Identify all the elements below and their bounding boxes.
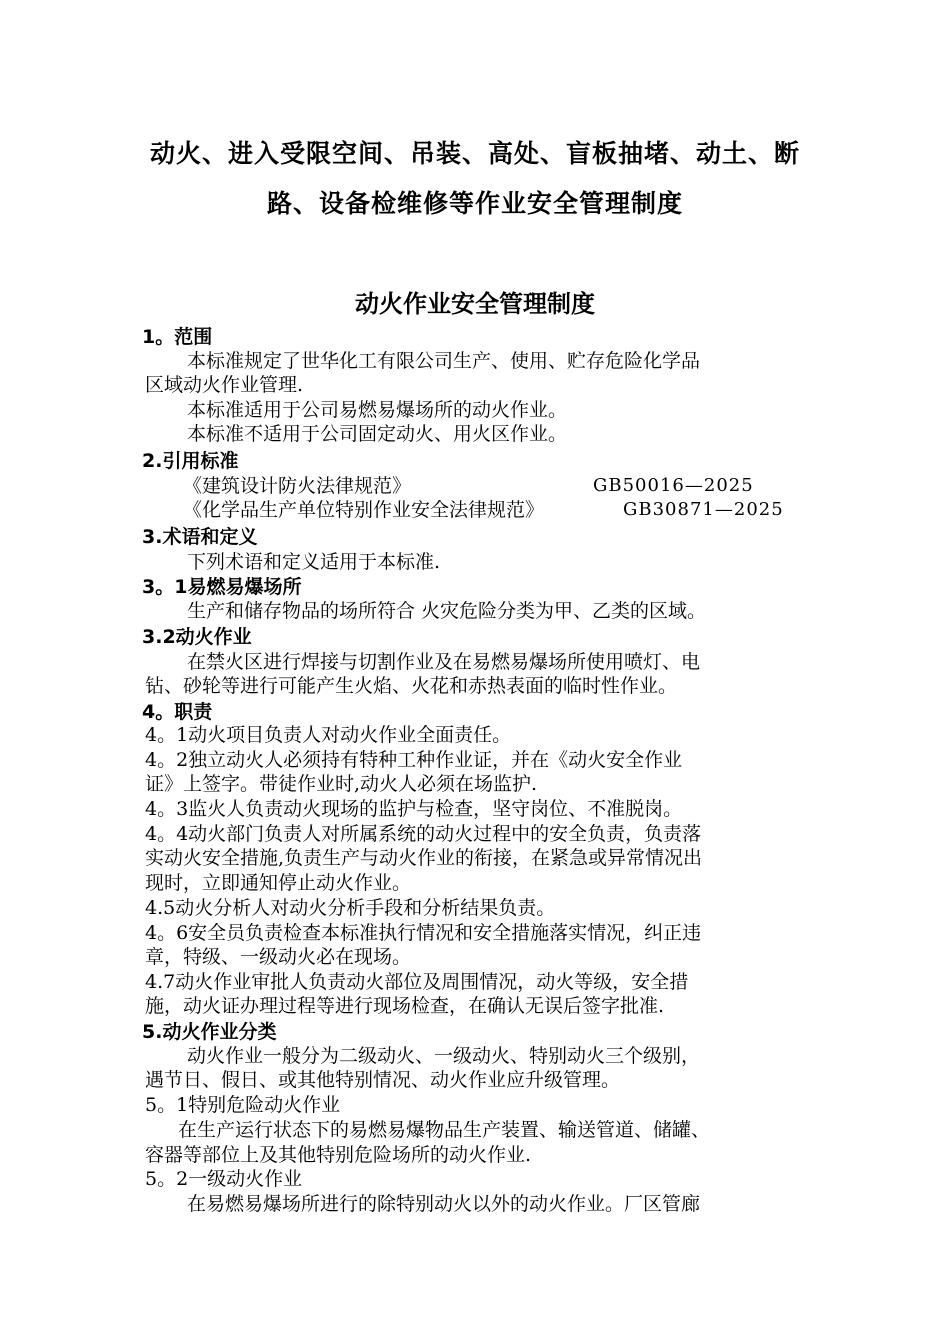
paragraph-line: 4。3监火人负责动火现场的监护与检查，坚守岗位、不准脱岗。 — [145, 798, 683, 820]
reference-code: GB30871—2025 — [623, 499, 784, 520]
paragraph-line: 实动火安全措施,负责生产与动火作业的衔接，在紧急或异常情况出 — [145, 847, 703, 869]
heading-scope: 1。范围 — [142, 326, 213, 348]
paragraph-line: 5。2一级动火作业 — [145, 1168, 303, 1190]
paragraph-line: 本标准不适用于公司固定动火、用火区作业。 — [187, 423, 568, 445]
paragraph-line: 4.7动火作业审批人负责动火部位及周围情况，动火等级，安全措 — [145, 971, 689, 993]
reference-code: GB50016—2025 — [593, 475, 754, 496]
paragraph-line: 4。1动火项目负责人对动火作业全面责任。 — [145, 724, 512, 746]
reference-name: 《化学品生产单位特别作业安全法律规范》 — [183, 499, 545, 521]
paragraph-line: 容器等部位上及其他特别危险场所的动火作业. — [145, 1144, 532, 1166]
paragraph-line: 4.5动火分析人对动火分析手段和分析结果负责。 — [145, 897, 556, 919]
heading-references: 2.引用标准 — [142, 450, 239, 472]
paragraph-line: 在易燃易爆场所进行的除特别动火以外的动火作业。厂区管廊 — [187, 1193, 701, 1215]
main-title-line-1: 动火、进入受限空间、吊装、高处、盲板抽堵、动土、断 — [149, 139, 800, 168]
paragraph-line: 区域动火作业管理. — [145, 374, 304, 396]
paragraph-line: 现时，立即通知停止动火作业。 — [145, 872, 412, 894]
paragraph-line: 4。4动火部门负责人对所属系统的动火过程中的安全负责，负责落 — [145, 823, 702, 845]
paragraph-line: 本标准适用于公司易燃易爆场所的动火作业。 — [187, 399, 568, 421]
reference-name: 《建筑设计防火法律规范》 — [183, 475, 412, 497]
paragraph-line: 生产和储存物品的场所符合 火灾危险分类为甲、乙类的区域。 — [187, 600, 707, 622]
section-title: 动火作业安全管理制度 — [355, 290, 595, 318]
heading-3-2: 3.2动火作业 — [142, 626, 252, 648]
heading-duties: 4。职责 — [142, 701, 213, 723]
heading-classification: 5.动火作业分类 — [142, 1021, 277, 1043]
paragraph-line: 5。1特别危险动火作业 — [145, 1094, 341, 1116]
paragraph-line: 动火作业一般分为二级动火、一级动火、特别动火三个级别， — [187, 1045, 701, 1067]
main-title-line-2: 路、设备检维修等作业安全管理制度 — [266, 189, 683, 218]
paragraph-line: 施，动火证办理过程等进行现场检查，在确认无误后签字批准. — [145, 995, 665, 1017]
paragraph-line: 证》上签字。带徒作业时,动火人必须在场监护. — [145, 773, 538, 795]
paragraph-line: 遇节日、假日、或其他特别情况、动火作业应升级管理。 — [145, 1069, 621, 1091]
paragraph-line: 章，特级、一级动火必在现场。 — [145, 946, 412, 968]
paragraph-line: 钻、砂轮等进行可能产生火焰、火花和赤热表面的临时性作业。 — [145, 675, 678, 697]
paragraph-line: 4。6安全员负责检查本标准执行情况和安全措施落实情况，纠正违 — [145, 922, 702, 944]
paragraph-line: 下列术语和定义适用于本标准. — [187, 551, 441, 573]
heading-terms: 3.术语和定义 — [142, 526, 258, 548]
heading-3-1: 3。1易燃易爆场所 — [142, 576, 302, 598]
paragraph-line: 本标准规定了世华化工有限公司生产、使用、贮存危险化学品 — [187, 350, 701, 372]
paragraph-line: 在禁火区进行焊接与切割作业及在易燃易爆场所使用喷灯、电 — [187, 651, 701, 673]
paragraph-line: 在生产运行状态下的易燃易爆物品生产装置、输送管道、储罐、 — [178, 1119, 711, 1141]
paragraph-line: 4。2独立动火人必须持有特种工种作业证，并在《动火安全作业 — [145, 749, 683, 771]
